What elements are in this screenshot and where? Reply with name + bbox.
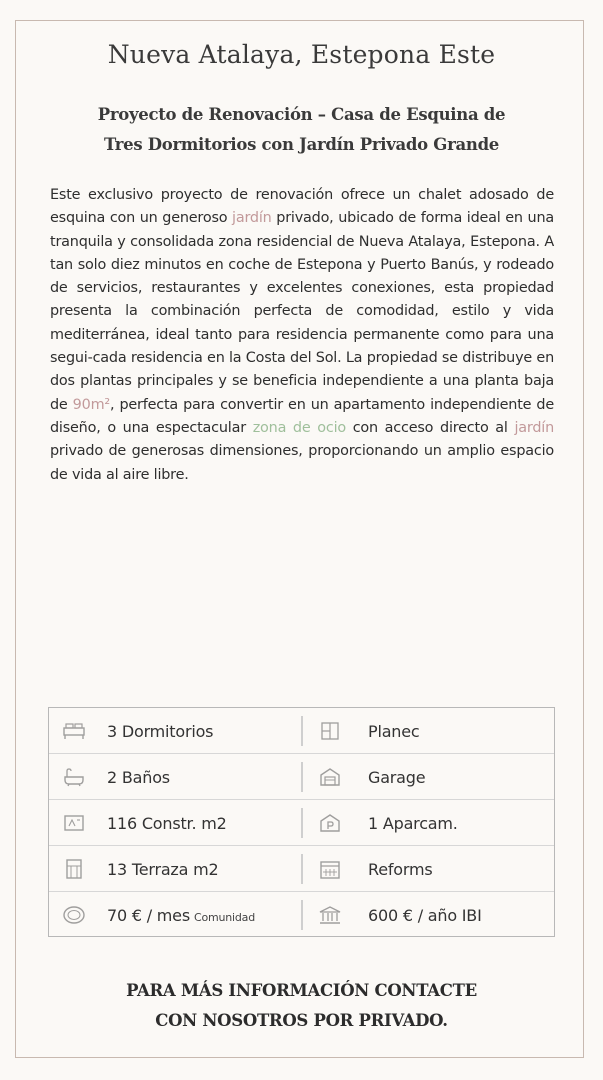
features-table	[48, 707, 555, 937]
feature-garage	[317, 754, 547, 800]
feature-terrace	[61, 846, 311, 892]
parking-icon	[317, 812, 343, 834]
page-subtitle	[0, 100, 603, 160]
highlight-zona-ocio: zona de ocio	[252, 419, 346, 436]
feature-label: 600 € / año IBI	[368, 905, 482, 925]
column-divider	[301, 762, 303, 792]
feature-ibi-tax	[317, 892, 547, 938]
feature-label: Reforms	[368, 859, 433, 879]
feature-label: 3 Dormitorios	[107, 721, 214, 741]
bank-icon	[317, 904, 343, 926]
feature-value: 70 € / mes	[107, 905, 190, 925]
feature-plan	[317, 708, 547, 754]
garage-icon	[317, 766, 343, 788]
coin-icon	[61, 904, 87, 926]
feature-label: Planec	[368, 721, 420, 741]
feature-label: 2 Baños	[107, 767, 170, 787]
description-text: privado, ubicado de forma ideal en una tranquila y consolidada zona residencial de Nueva Atalaya, Estepona. A tan solo diez minutos en coche de Estepona y Puerto Banús, y rodeado de servicios, restaurantes y excelentes conexiones, esta propiedad presenta la combinación perfecta de comodidad, estilo y vida mediterránea, ideal tanto para residencia permanente como para una segui-cada residencia en la Costa del Sol. La propiedad se distribuye en dos plantas principales y se beneficia independiente a una planta baja de	[50, 210, 554, 413]
table-row	[49, 754, 554, 800]
feature-parking	[317, 800, 547, 846]
highlight-area: 90m²	[72, 396, 110, 413]
table-row	[49, 892, 554, 938]
feature-reforms	[317, 846, 547, 892]
description-text: Este exclusivo proyecto de renovación ofrece un chalet adosado de esquina con un generoso	[50, 187, 554, 227]
column-divider	[301, 900, 303, 930]
feature-label: 1 Aparcam.	[368, 813, 458, 833]
table-row	[49, 800, 554, 846]
feature-bathrooms	[61, 754, 311, 800]
contact-line-1: PARA MÁS INFORMACIÓN CONTACTE	[126, 981, 477, 1000]
feature-community-fee	[61, 892, 311, 938]
feature-label: Garage	[368, 767, 426, 787]
floor-area-icon	[61, 812, 87, 834]
feature-label	[107, 906, 255, 925]
page-title: Nueva Atalaya, Estepona Este	[107, 40, 496, 69]
column-divider	[301, 854, 303, 884]
feature-suffix: Comunidad	[193, 910, 255, 924]
highlight-jardin: jardín	[514, 419, 554, 436]
property-description	[50, 184, 554, 487]
feature-bedrooms	[61, 708, 311, 754]
feature-label: 116 Constr. m2	[107, 813, 227, 833]
column-divider	[301, 808, 303, 838]
bed-icon	[61, 720, 87, 742]
bathtub-icon	[61, 766, 87, 788]
subtitle-line-2: Tres Dormitorios con Jardín Privado Grande	[103, 135, 500, 154]
contact-line-2: CON NOSOTROS POR PRIVADO.	[155, 1011, 448, 1030]
feature-built-area	[61, 800, 311, 846]
table-row	[49, 846, 554, 892]
calendar-icon	[317, 858, 343, 880]
description-text: , perfecta para convertir en un apartamento independiente de diseño, o una espectacular	[50, 396, 554, 436]
table-row	[49, 708, 554, 754]
description-text: privado de generosas dimensiones, proporcionando un amplio espacio de vida al aire libre.	[50, 443, 554, 483]
description-text: con acceso directo al	[345, 419, 515, 436]
feature-label: 13 Terraza m2	[107, 859, 219, 879]
column-divider	[301, 716, 303, 746]
highlight-jardin: jardín	[232, 210, 272, 227]
plan-icon	[317, 720, 343, 742]
subtitle-line-1: Proyecto de Renovación – Casa de Esquina de	[97, 105, 506, 124]
contact-note	[0, 976, 603, 1036]
terrace-icon	[61, 858, 87, 880]
